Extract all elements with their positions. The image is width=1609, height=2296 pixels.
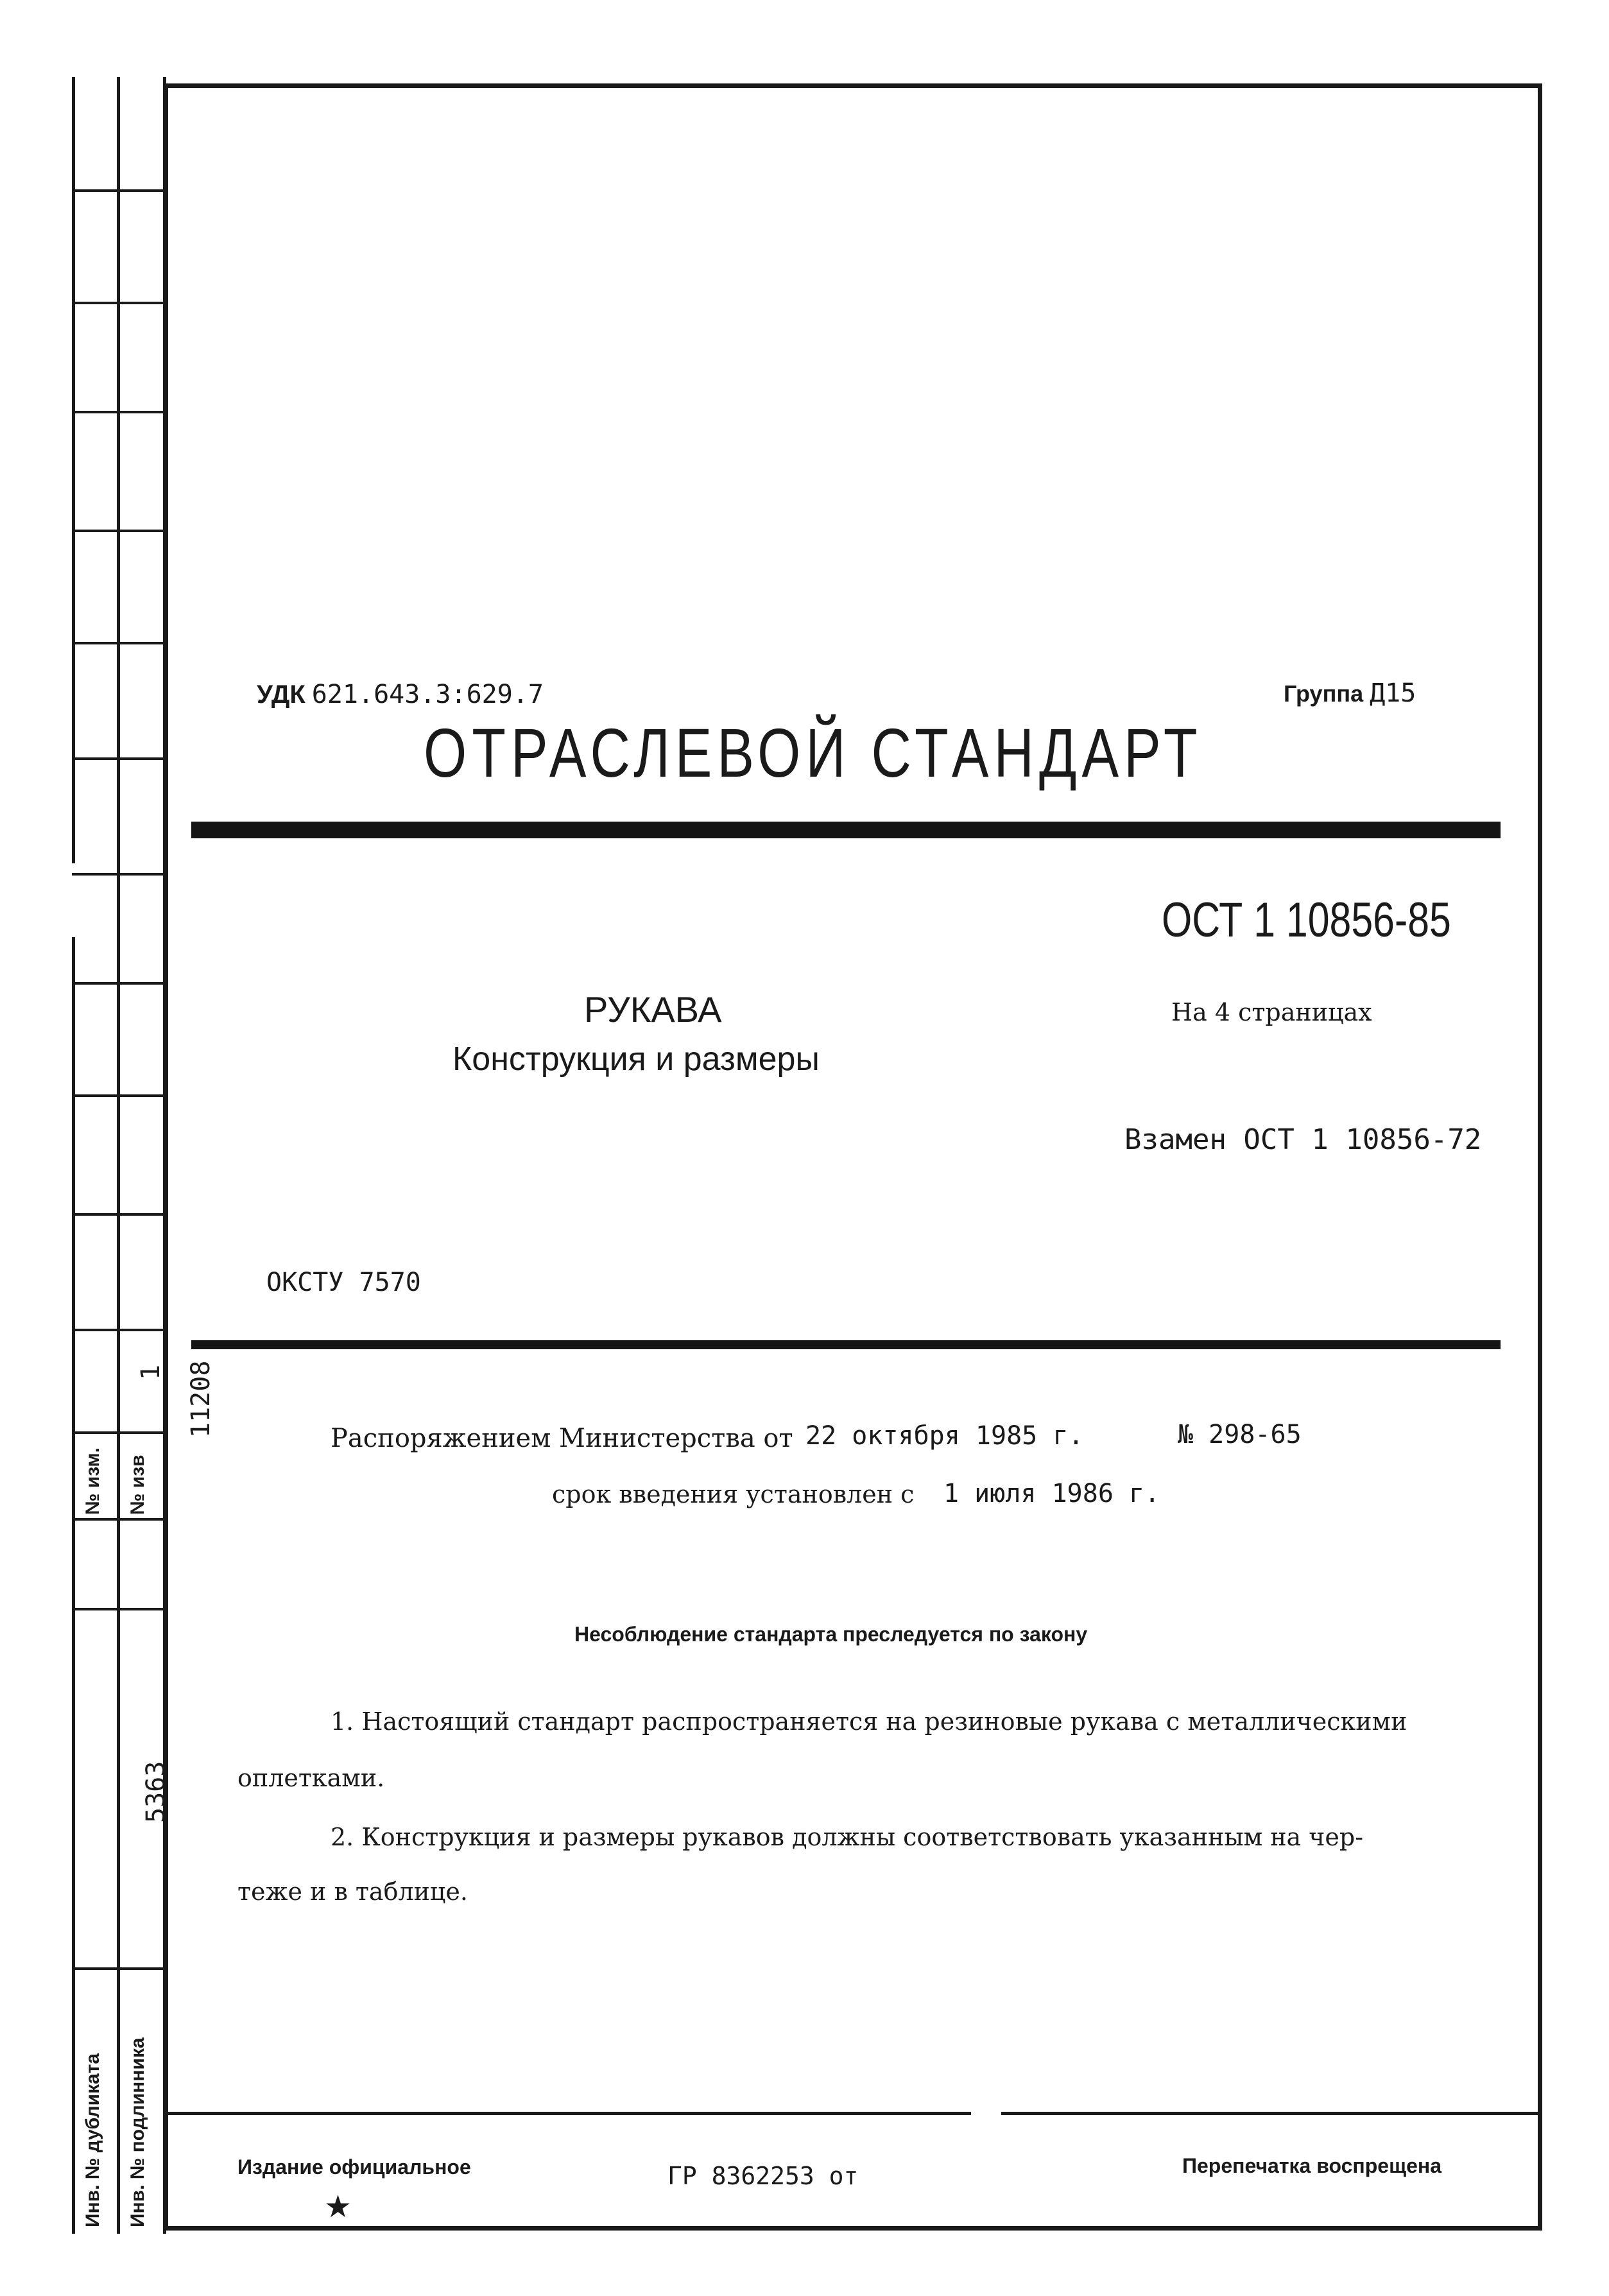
- middle-thick-rule: [191, 1340, 1501, 1349]
- side-strip: [72, 77, 216, 2234]
- group-label: Группа: [1284, 680, 1364, 707]
- standard-type-title: ОТРАСЛЕВОЙ СТАНДАРТ: [424, 714, 1203, 791]
- strip-line-left-top: [72, 77, 75, 863]
- strip-tick: [72, 530, 166, 532]
- footer-rule-left: [166, 2112, 971, 2115]
- strip-line-mid-bottom: [117, 1451, 120, 2234]
- paragraph-1-line-2: оплетками.: [237, 1764, 385, 1792]
- order-number: № 298-65: [1178, 1420, 1302, 1449]
- group-value: Д15: [1370, 678, 1416, 708]
- strip-change-value: 1: [136, 1364, 166, 1380]
- effective-text: срок введения установлен с: [552, 1480, 915, 1508]
- strip-dup-label: Инв. № дубликата: [82, 2053, 103, 2227]
- okstu-code: ОКСТУ 7570: [266, 1268, 421, 1297]
- udk-line: [257, 679, 544, 709]
- strip-notice-value: 11208: [186, 1360, 216, 1438]
- strip-tick: [72, 757, 166, 760]
- strip-change-label: № изм.: [82, 1447, 103, 1515]
- strip-notice-label: № изв: [127, 1454, 148, 1515]
- order-date: 22 октября 1985 г.: [805, 1421, 1084, 1451]
- group-line: [1284, 678, 1416, 708]
- document-subtitle: Конструкция и размеры: [452, 1040, 820, 1078]
- replaces-note: Взамен ОСТ 1 10856-72: [1124, 1123, 1482, 1156]
- strip-tick: [72, 189, 166, 192]
- strip-tick: [72, 1329, 166, 1331]
- strip-tick: [72, 642, 166, 644]
- star-icon: ★: [324, 2190, 352, 2224]
- strip-tick: [72, 1213, 166, 1216]
- strip-tick: [72, 1431, 166, 1434]
- paragraph-2-line-1: 2. Конструкция и размеры рукавов должны соответствовать указанным на чер-: [331, 1823, 1364, 1851]
- gr-number: ГР 8362253 от: [667, 2162, 859, 2190]
- ost-number: ОСТ 1 10856-85: [1162, 893, 1451, 947]
- strip-tick: [72, 302, 166, 304]
- paragraph-2-line-2: теже и в таблице.: [237, 1877, 468, 1906]
- strip-tick: [72, 1094, 166, 1097]
- strip-tick: [72, 982, 166, 985]
- strip-tick: [72, 1518, 166, 1521]
- strip-orig-label: Инв. № подлинника: [127, 2037, 148, 2227]
- udk-label: УДК: [257, 680, 305, 709]
- udk-value: 621.643.3:629.7: [311, 680, 544, 709]
- reprint-prohibited: Перепечатка воспрещена: [1182, 2154, 1441, 2177]
- footer-rule-right: [1001, 2112, 1540, 2115]
- document-title: РУКАВА: [584, 989, 722, 1030]
- paragraph-1-line-1: 1. Настоящий стандарт распространяется на резиновые рукава с металлическими: [331, 1707, 1407, 1736]
- pages-note: На 4 страницах: [1171, 998, 1372, 1026]
- strip-inv-value: 5363: [141, 1761, 171, 1823]
- header-thick-rule: [191, 822, 1501, 838]
- strip-line-right: [163, 77, 166, 2234]
- official-edition: Издание официальное: [237, 2155, 471, 2179]
- legal-warning: Несоблюдение стандарта преследуется по закону: [574, 1623, 1088, 1646]
- strip-line-left-bottom: [72, 937, 75, 2234]
- strip-tick: [72, 1608, 166, 1610]
- strip-tick: [72, 1967, 166, 1970]
- order-text: Распоряжением Министерства от: [331, 1424, 793, 1453]
- strip-line-mid-top: [117, 77, 120, 1451]
- effective-date: 1 июля 1986 г.: [943, 1479, 1160, 1508]
- strip-tick: [72, 411, 166, 413]
- strip-tick: [72, 873, 166, 876]
- page-frame: [164, 83, 1542, 2231]
